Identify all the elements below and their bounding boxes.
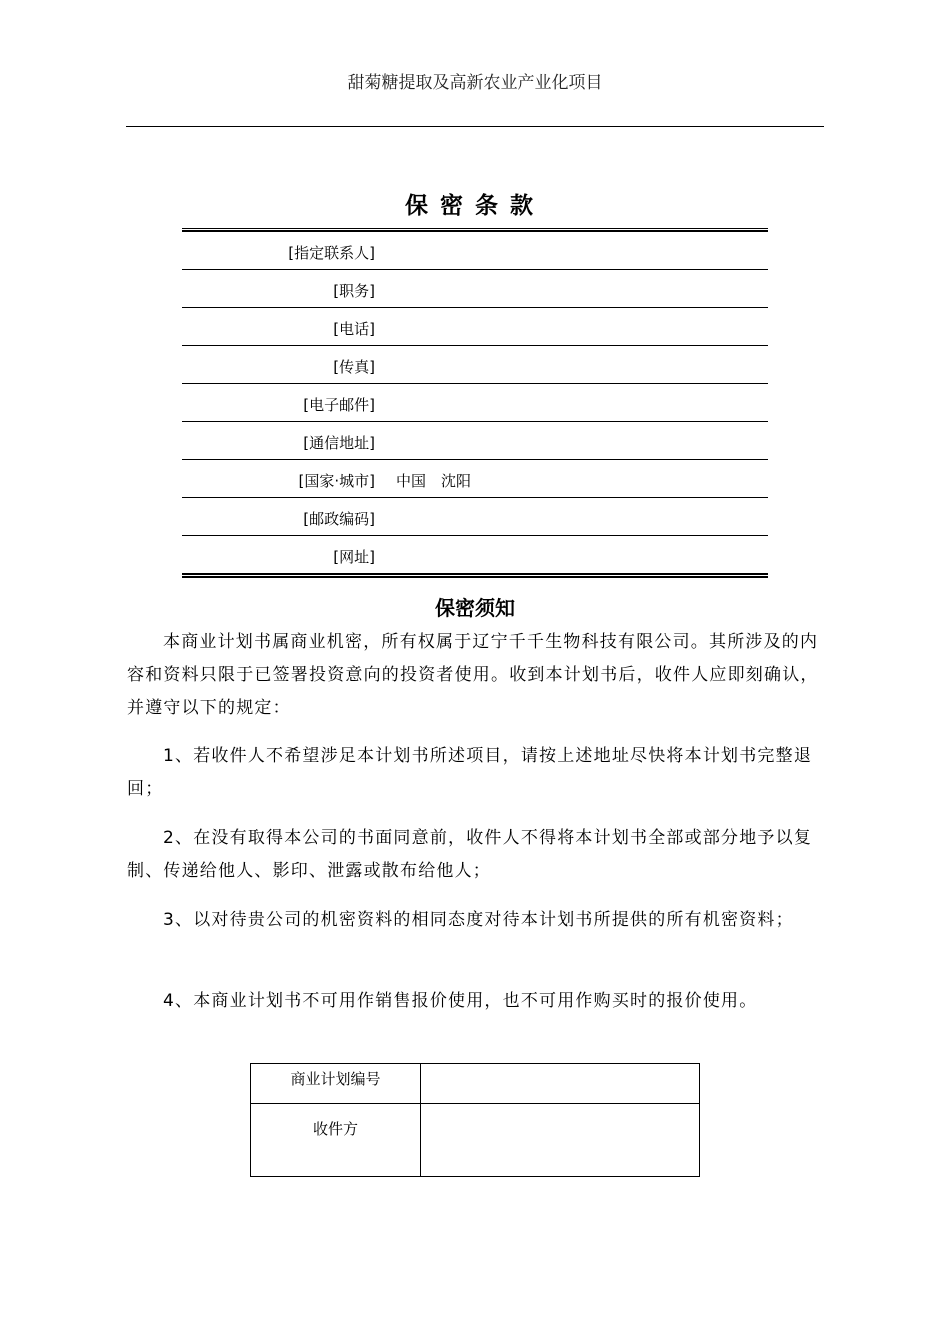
contact-row-position bbox=[182, 270, 768, 308]
contact-row-address bbox=[182, 422, 768, 460]
recipient-label: 收件方 bbox=[251, 1104, 421, 1177]
field-label: [职务] bbox=[333, 282, 375, 300]
contact-row-fax bbox=[182, 346, 768, 384]
notice-item-3: 3、以对待贵公司的机密资料的相同态度对待本计划书所提供的所有机密资料； bbox=[163, 910, 794, 930]
recipient-value bbox=[421, 1104, 700, 1177]
plan-info-table bbox=[250, 1063, 700, 1177]
contact-row-email bbox=[182, 384, 768, 422]
table-bottom-rule bbox=[182, 574, 768, 578]
field-label: [指定联系人] bbox=[288, 244, 375, 262]
notice-title: 保密须知 bbox=[435, 596, 515, 620]
contact-row-contact-person bbox=[182, 232, 768, 270]
field-label: [国家·城市] bbox=[298, 472, 375, 490]
field-label: [通信地址] bbox=[303, 434, 375, 452]
plan-number-label: 商业计划编号 bbox=[251, 1064, 421, 1104]
table-row bbox=[251, 1064, 700, 1104]
field-label: [电话] bbox=[333, 320, 375, 338]
field-label: [网址] bbox=[333, 548, 375, 566]
table-row bbox=[251, 1104, 700, 1177]
field-label: [电子邮件] bbox=[303, 396, 375, 414]
notice-intro: 本商业计划书属商业机密，所有权属于辽宁千千生物科技有限公司。其所涉及的内容和资料只限于已签署投资意向的投资者使用。收到本计划书后，收件人应即刻确认，并遵守以下的规定： bbox=[127, 632, 819, 718]
field-label: [邮政编码] bbox=[303, 510, 375, 528]
notice-item-2: 2、在没有取得本公司的书面同意前，收件人不得将本计划书全部或部分地予以复制、传递给他人、影印、泄露或散布给他人； bbox=[127, 828, 813, 881]
contact-row-postal-code bbox=[182, 498, 768, 536]
field-label: [传真] bbox=[333, 358, 375, 376]
contact-row-phone bbox=[182, 308, 768, 346]
notice-item-4: 4、本商业计划书不可用作销售报价使用，也不可用作购买时的报价使用。 bbox=[163, 991, 758, 1011]
confidentiality-title: 保密条款 bbox=[405, 193, 545, 219]
contact-info-table bbox=[182, 228, 768, 578]
plan-number-value bbox=[421, 1064, 700, 1104]
contact-row-website bbox=[182, 536, 768, 574]
notice-item-1: 1、若收件人不希望涉足本计划书所述项目，请按上述地址尽快将本计划书完整退回； bbox=[127, 746, 813, 799]
header-title: 甜菊糖提取及高新农业产业化项目 bbox=[347, 73, 603, 93]
contact-row-country-city bbox=[182, 460, 768, 498]
field-value: 中国 沈阳 bbox=[396, 472, 472, 490]
header-divider bbox=[126, 126, 824, 127]
